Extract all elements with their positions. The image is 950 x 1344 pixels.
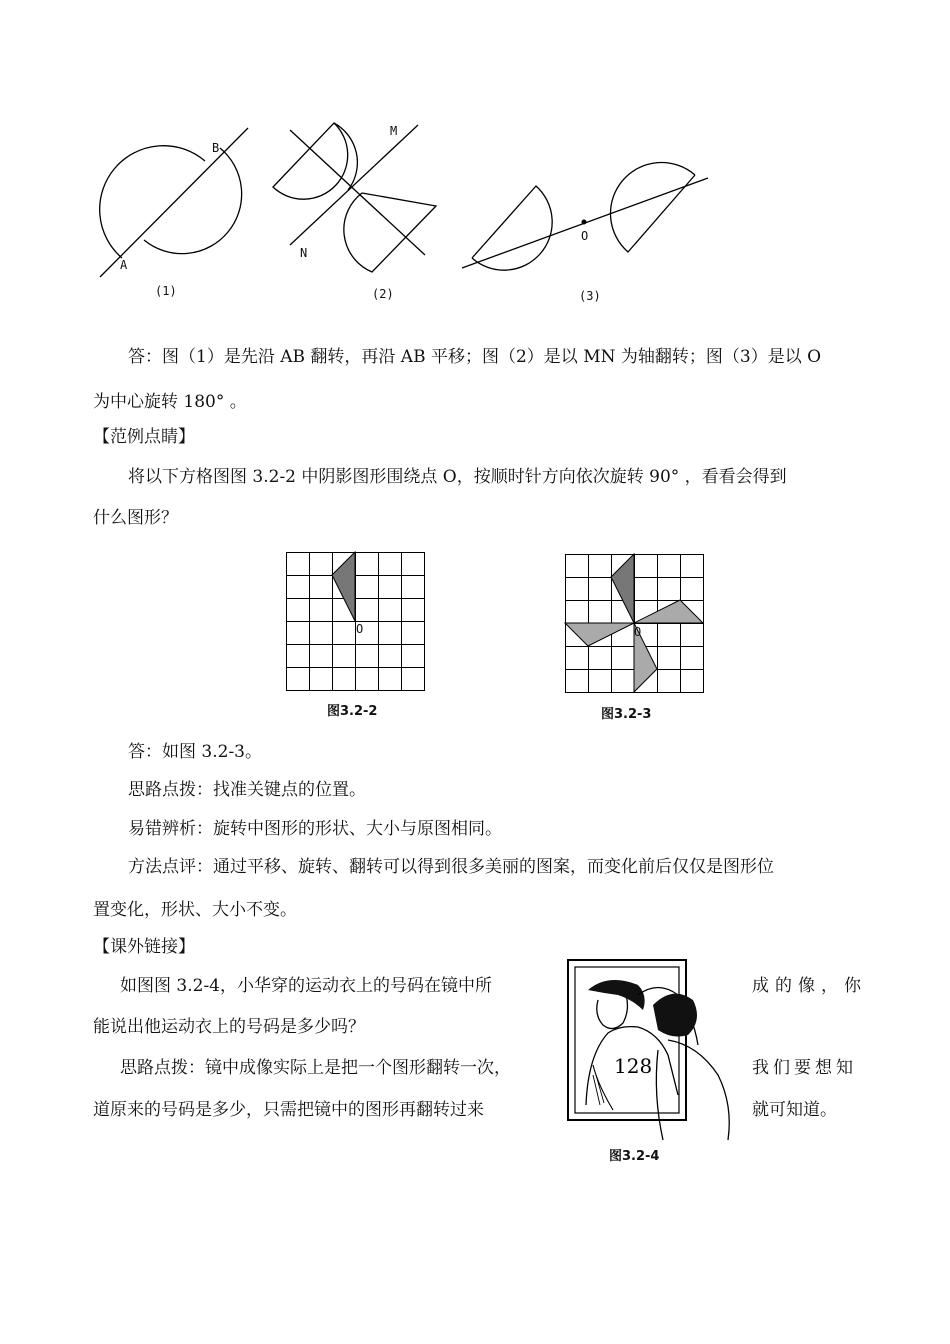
- figure-2-caption: (2): [372, 287, 394, 301]
- section-heading-example: 【范例点睛】: [93, 427, 195, 447]
- figure-2-semicircles-mn: [265, 118, 445, 278]
- mistake-text: 易错辨析：旋转中图形的形状、大小与原图相同。: [128, 819, 502, 839]
- extra-p1-right-text: 成的像，你: [752, 976, 867, 996]
- extra-p1-left: 如图图 3.2-4，小华穿的运动衣上的号码在镜中所: [120, 976, 492, 996]
- figure-1-label-a: A: [120, 258, 128, 272]
- figure-1-label-b: B: [212, 141, 220, 155]
- grid-figure-3-2-3: [565, 554, 705, 694]
- hint-text: 思路点拨：找准关键点的位置。: [128, 780, 366, 800]
- question-line-1: 将以下方格图图 3.2-2 中阴影图形围绕点 O，按顺时针方向依次旋转 90° ，看看会得到: [128, 467, 787, 487]
- extra-p2-left: 思路点拨：镜中成像实际上是把一个图形翻转一次，: [120, 1058, 511, 1078]
- grid-left-caption: 图3.2-2: [327, 704, 378, 719]
- figure-3-label-o: O: [581, 229, 589, 243]
- figure-1-caption: (1): [155, 284, 177, 298]
- extra-p1-right: [752, 974, 867, 998]
- mirror-caption: 图3.2-4: [609, 1149, 660, 1164]
- extra-p2-line2-right: 就可知道。: [752, 1100, 837, 1120]
- extra-p2-line2-left: 道原来的号码是多少，只需把镜中的图形再翻转过来: [93, 1100, 484, 1120]
- figure-1-semicircles-ab: [95, 125, 255, 275]
- figure-3-semicircles-o: [455, 160, 715, 280]
- mirror-illustration: [558, 955, 738, 1145]
- grid-right-caption: 图3.2-3: [601, 707, 652, 722]
- section-heading-extra: 【课外链接】: [93, 937, 195, 957]
- method-line-2: 置变化，形状、大小不变。: [93, 900, 297, 920]
- figure-2-label-n: N: [300, 246, 308, 260]
- grid-left-point-o: O: [356, 622, 364, 636]
- answer-1-line-1: 答：图（1）是先沿 AB 翻转，再沿 AB 平移；图（2）是以 MN 为轴翻转；图（3）是以 O: [128, 347, 822, 367]
- answer-1-line-2: 为中心旋转 180° 。: [93, 392, 247, 412]
- figure-3-caption: (3): [579, 289, 601, 303]
- answer-2: 答：如图 3.2-3。: [128, 742, 262, 762]
- figure-2-label-m: M: [390, 124, 398, 138]
- question-line-2: 什么图形？: [93, 508, 178, 528]
- grid-right-point-o: O: [634, 625, 642, 639]
- extra-p1-line2: 能说出他运动衣上的号码是多少吗？: [93, 1017, 365, 1037]
- method-line-1: 方法点评：通过平移、旋转、翻转可以得到很多美丽的图案，而变化前后仅仅是图形位: [128, 857, 774, 877]
- mirror-number: 128: [614, 1054, 653, 1078]
- extra-p2-right: 我们要想知: [752, 1058, 857, 1078]
